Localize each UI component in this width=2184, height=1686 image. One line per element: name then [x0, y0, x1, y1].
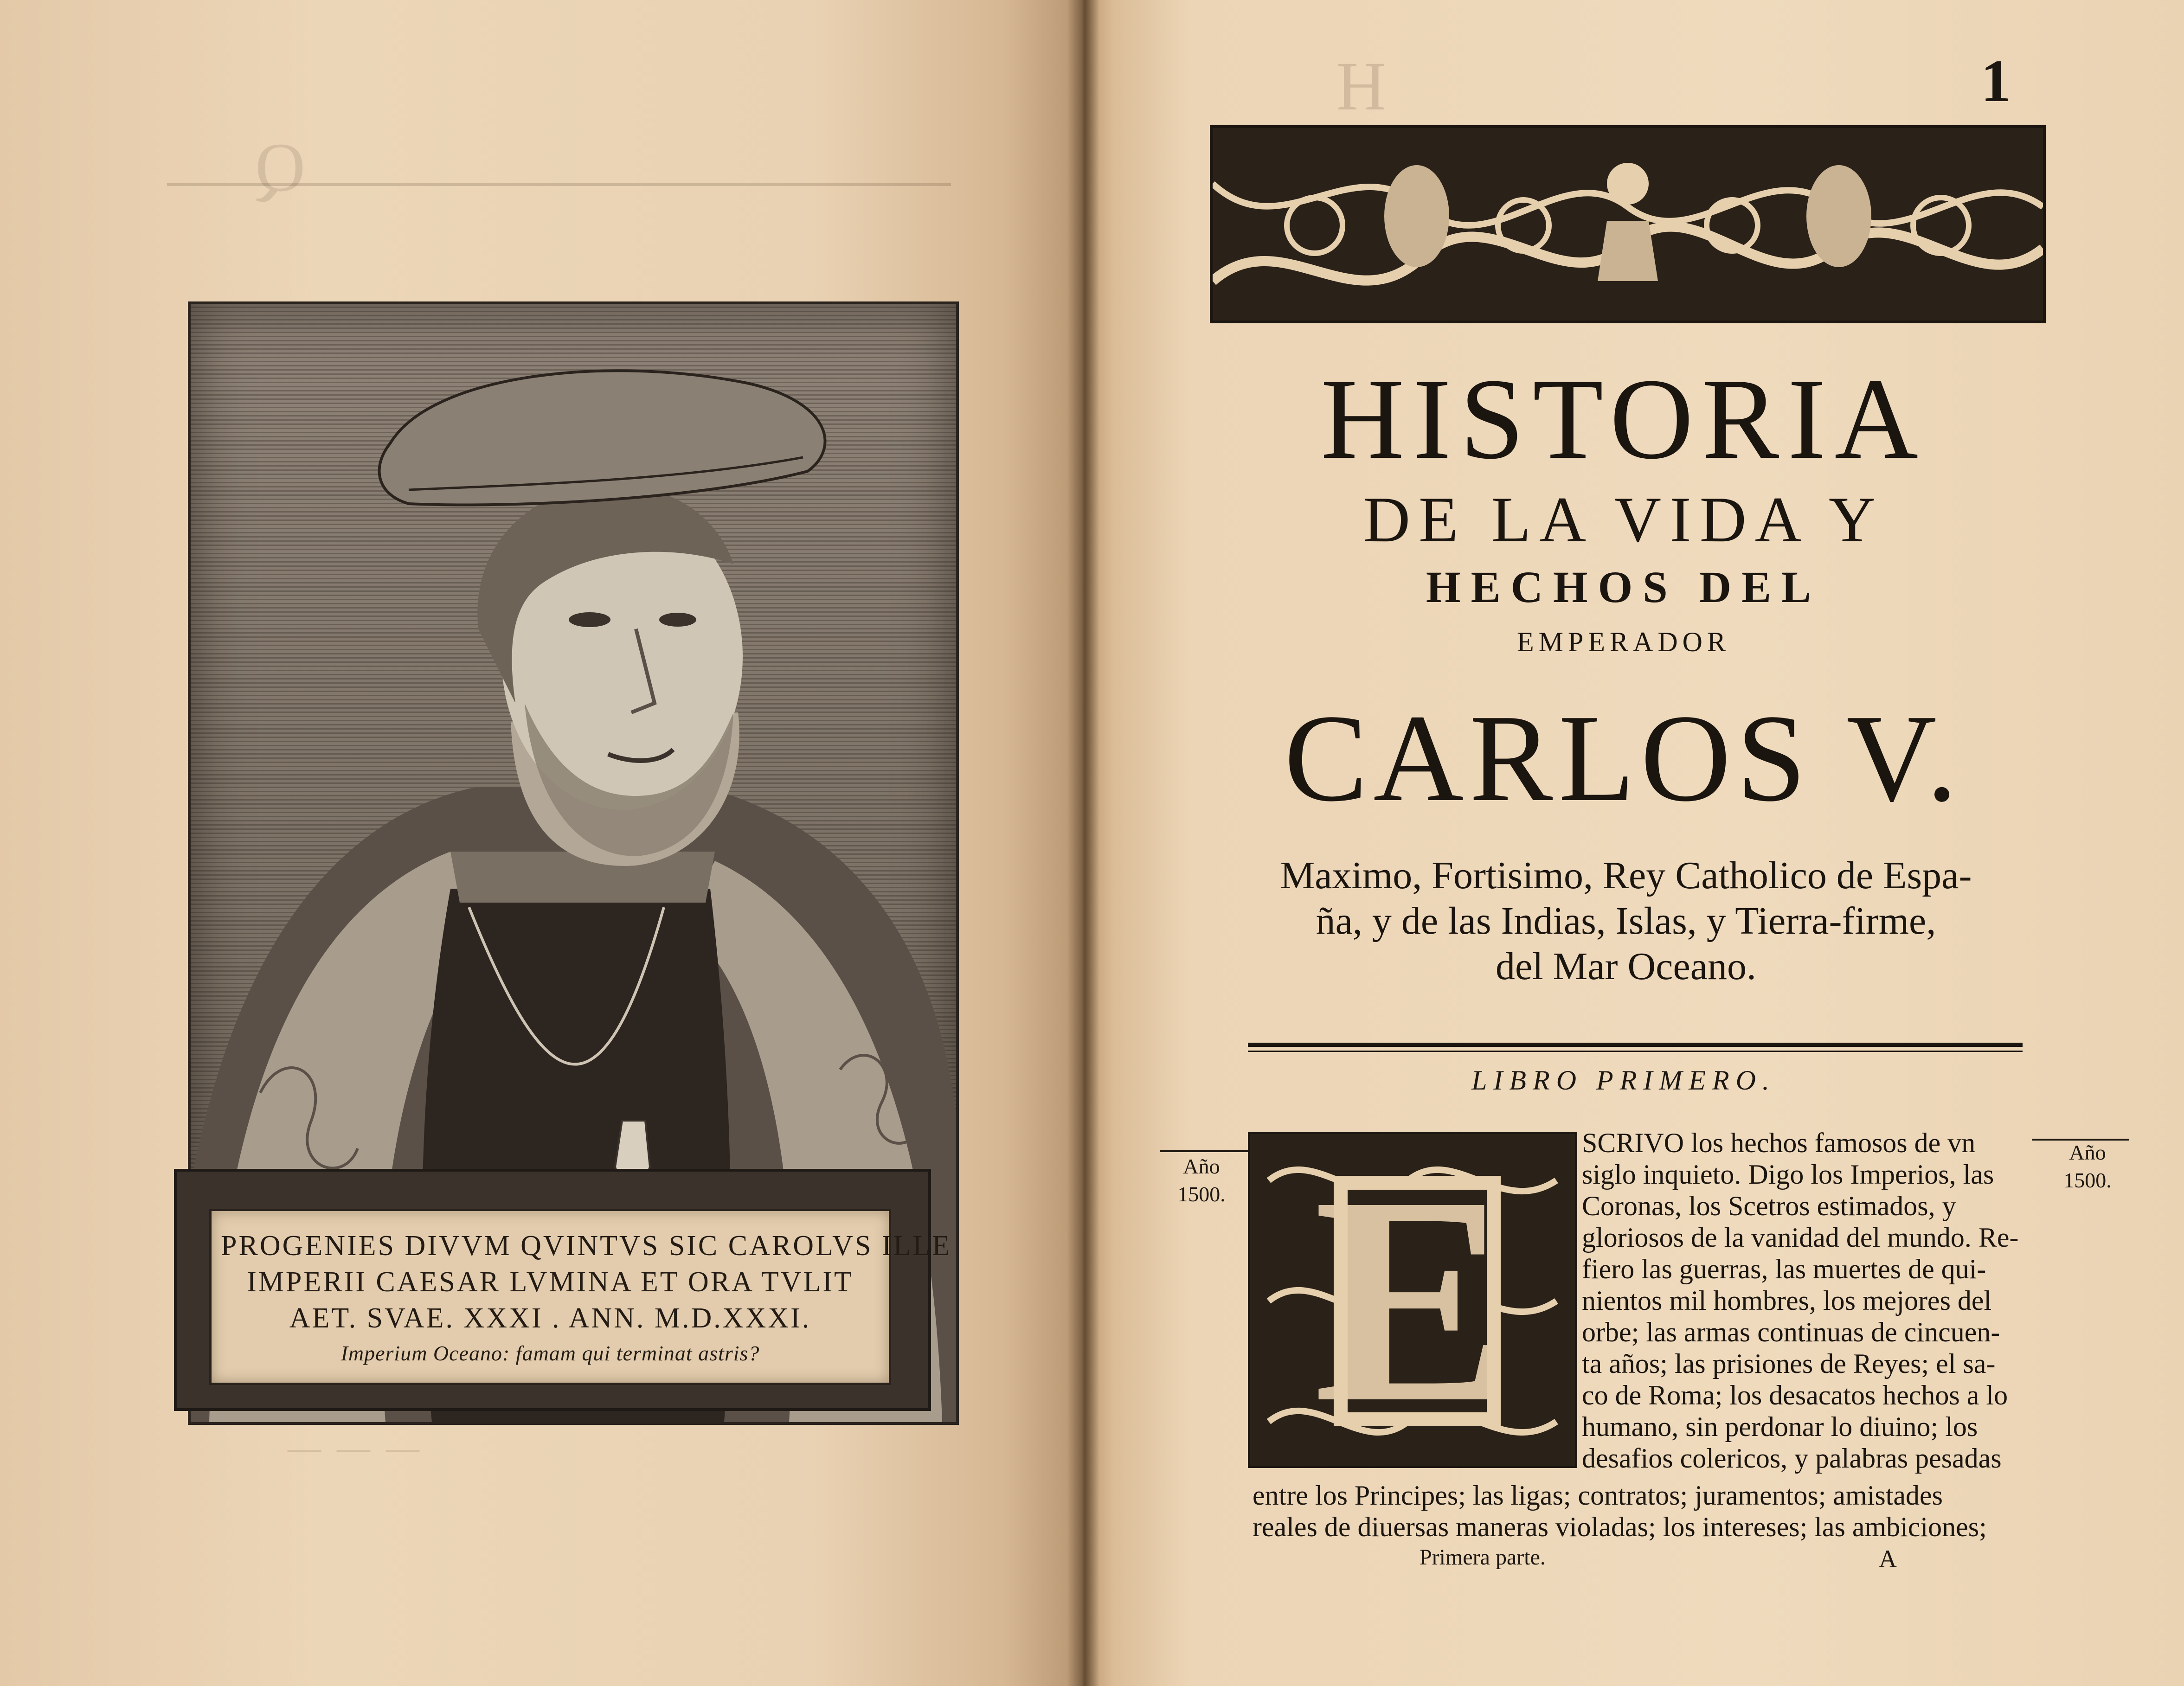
title-historia: HISTORIA	[1320, 355, 1927, 483]
inscription-line-3: AET. SVAE. XXXI . ANN. M.D.XXXI.	[289, 1302, 811, 1334]
show-through-footer: — — —	[288, 1429, 423, 1466]
text-line-11: desafios colericos, y palabras pesadas	[1582, 1443, 2002, 1474]
inscription-line-2: IMPERII CAESAR LVMINA ET ORA TVLIT	[247, 1266, 854, 1298]
margin-note-left-year: 1500.	[1177, 1182, 1226, 1206]
margin-note-right	[2041, 1139, 2134, 1194]
show-through-rule	[167, 183, 951, 186]
text-line-1: SCRIVO los hechos famosos de vn	[1582, 1128, 1976, 1158]
headpiece-ornament	[1210, 125, 2046, 323]
text-line-2: siglo inquieto. Digo los Imperios, las	[1582, 1159, 1994, 1190]
subtitle-line-2: ña, y de las Indias, Islas, y Tierra-firme,	[1316, 899, 1936, 942]
subtitle-line-1: Maximo, Fortisimo, Rey Catholico de Espa-	[1280, 854, 1972, 897]
divider-rule-thick	[1248, 1043, 2023, 1047]
text-line-6: nientos mil hombres, los mejores del	[1582, 1285, 1992, 1316]
book-gutter	[1067, 0, 1099, 1686]
book-heading: LIBRO PRIMERO.	[1471, 1065, 1776, 1096]
text-line-4: gloriosos de la vanidad del mundo. Re-	[1582, 1222, 2019, 1253]
margin-note-left	[1155, 1153, 1248, 1208]
text-line-12: entre los Principes; las ligas; contratos; juramentos; amistades	[1253, 1480, 1943, 1511]
title-hechos-del: HECHOS DEL	[1426, 562, 1822, 612]
text-line-5: fiero las guerras, las muertes de qui-	[1582, 1254, 1986, 1284]
footer-signature: A	[1879, 1545, 1897, 1573]
text-line-9: co de Roma; los desacatos hechos a lo	[1582, 1380, 2008, 1410]
subtitle-line-3: del Mar Oceano.	[1495, 945, 1757, 988]
margin-note-rule-left	[1160, 1150, 1248, 1152]
text-line-10: humano, sin perdonar lo diuino; los	[1582, 1411, 1978, 1442]
text-line-13: reales de diuersas maneras violadas; los intereses; las ambiciones;	[1253, 1512, 1987, 1542]
page-number: 1	[1981, 48, 2011, 115]
footer-part: Primera parte.	[1420, 1545, 1546, 1570]
inscription-plaque	[174, 1169, 952, 1411]
inscription-line-1: PROGENIES DIVVM QVINTVS SIC CAROLVS ILLE	[221, 1230, 952, 1262]
text-line-3: Coronas, los Scetros estimados, y	[1582, 1191, 1956, 1221]
show-through-heading: Q	[255, 129, 306, 206]
left-page	[0, 0, 1081, 1686]
title-carlos-v: CARLOS V.	[1284, 689, 1963, 827]
margin-note-right-label: Año	[2069, 1141, 2106, 1164]
text-line-8: ta años; las prisiones de Reyes; el sa-	[1582, 1348, 1996, 1379]
inscription-panel	[209, 1209, 952, 1385]
drop-cap-letter: E	[1313, 1135, 1512, 1464]
ornament-pattern	[1213, 128, 2043, 321]
margin-note-right-year: 1500.	[2063, 1168, 2112, 1192]
title-emperador: EMPERADOR	[1516, 627, 1731, 657]
inscription-motto: Imperium Oceano: famam qui terminat astris?	[340, 1341, 760, 1365]
divider-rule-thin	[1248, 1051, 2023, 1052]
margin-note-left-label: Año	[1183, 1154, 1220, 1178]
title-de-la-vida: DE LA VIDA Y	[1363, 484, 1884, 556]
text-line-7: orbe; las armas continuas de cincuen-	[1582, 1317, 2000, 1347]
decorated-initial	[1248, 1132, 1577, 1468]
